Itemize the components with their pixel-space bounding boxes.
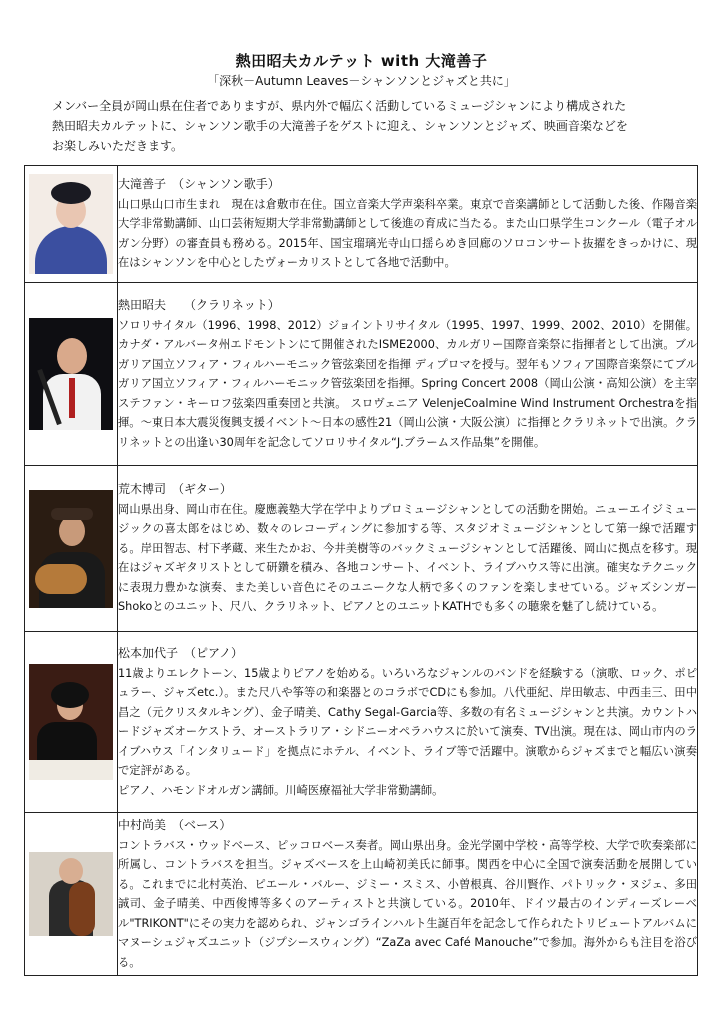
- member-name: 松本加代子 （ピアノ）: [118, 646, 244, 660]
- member-info: [118, 632, 698, 813]
- member-info: [118, 283, 698, 466]
- member-row: [25, 466, 698, 632]
- page-subtitle: 「深秋－Autumn Leaves－シャンソンとジャズと共に」: [207, 74, 516, 88]
- photo-cell: [25, 813, 118, 976]
- photo-cell: [25, 632, 118, 813]
- guitarist-photo: [29, 490, 113, 608]
- page-title: 熱田昭夫カルテット with 大滝善子: [235, 52, 488, 70]
- photo-cell: [25, 283, 118, 466]
- intro-text: [52, 96, 682, 156]
- intro-line: 熱田昭夫カルテットに、シャンソン歌手の大滝善子をゲストに迎え、シャンソンとジャズ、映画音楽などを: [52, 119, 628, 133]
- clarinetist-photo: [29, 318, 113, 430]
- member-bio: コントラバス・ウッドベース、ピッコロベース奏者。岡山県出身。金光学園中学校・高等学校、大学で吹奏楽部に所属し、コントラバスを担当。ジャズベースを上山崎初美氏に師事。関西を中心に全国で演奏活動を展開している。これまでに北村英治、ピエール・バルー、ジミー・スミス、小曽根真、谷川賢作、パトリック・ヌジェ、多田誠司、金子晴美、中西俊博等多くのアーティストと共演している。2010年、ドイツ最古のインディーズレーベル"TRIKONT"にその実力を認められ、ジャンゴラインハルト生誕百年を記念して作られたトリビュートアルバムにマヌーシュジャズユニット（ジプシースウィング）“ZaZa avec Café Manouche”で参加。海外からも注目を浴びる。: [118, 838, 697, 969]
- photo-cell: [25, 166, 118, 283]
- member-name: 大滝善子 （シャンソン歌手）: [118, 177, 280, 192]
- member-bio: 岡山県出身、岡山市在住。慶應義塾大学在学中よりプロミュージシャンとしての活動を開始。ニューエイジミュージックの喜太郎をはじめ、数々のレコーディングに参加する等、スタジオミュージシャンとして第一線で活躍する。岸田智志、村下孝蔵、来生たかお、今井美樹等のバックミュージシャンとして活躍後、岡山に拠点を移す。現在はジャズギタリストとして研鑽を積み、各地コンサート、イベント、ライブハウス等に出演。確実なテクニックに表現力豊かな演奏、また美しい音色にそのユニークな人柄で多くのファンを楽しませている。ジャズシンガーShokoとのユニット、尺八、クラリネット、ピアノとのユニットKATHでも多くの聴衆を魅了し続けている。: [118, 502, 697, 614]
- member-row: [25, 632, 698, 813]
- member-row: [25, 813, 698, 976]
- member-row: [25, 166, 698, 283]
- member-info: [118, 166, 698, 283]
- member-name: 荒木博司 （ギター）: [118, 482, 232, 497]
- photo-cell: [25, 466, 118, 632]
- member-table: [24, 165, 698, 976]
- member-name: 熱田昭夫 （クラリネット）: [118, 298, 280, 312]
- intro-line: メンバー全員が岡山県在住者でありますが、県内外で幅広く活動しているミュージシャンにより構成された: [52, 99, 627, 113]
- pianist-photo: [29, 664, 113, 780]
- singer-photo: [29, 174, 113, 274]
- member-row: [25, 283, 698, 466]
- intro-line: お楽しみいただきます。: [52, 139, 184, 153]
- member-bio: 11歳よりエレクトーン、15歳よりピアノを始める。いろいろなジャンルのバンドを経験する（演歌、ロック、ポピュラー、ジャズetc.）。また尺八や筝等の和楽器とのコラボでCDにも参加。八代亜紀、岸田敏志、中西圭三、田中昌之（元クリスタルキング）、金子晴美、Cathy Segal-Garcia等、多数の有名ミュージシャンと共演。カウントハードジャズオーケストラ、オーストラリア・シドニーオペラハウスに於いて演奏、TV出演。現在は、岡山市内のライブハウス「インタリュード」を拠点にホテル、イベント、ライブ等で活躍中。演歌からジャズまでと幅広い演奏で定評がある。 ピアノ、ハモンドオルガン講師。川崎医療福祉大学非常勤講師。: [118, 666, 697, 797]
- member-name: 中村尚美 （ベース）: [118, 818, 232, 832]
- bassist-photo: [29, 852, 113, 936]
- member-bio: 山口県山口市生まれ 現在は倉敷市在住。国立音楽大学声楽科卒業。東京で音楽講師として活動した後、作陽音楽大学非常勤講師、山口芸術短期大学非常勤講師として後進の育成に当たる。また山口県学生コンクール（電子オルガン分野）の審査員も務める。2015年、国宝瑠璃光寺山口揺らめき回廊のソロコンサート抜擢をきっかけに、現在はシャンソンを中心としたヴォーカリストとして各地で活動中。: [118, 197, 697, 270]
- member-info: [118, 466, 698, 632]
- member-bio: ソロリサイタル（1996、1998、2012）ジョイントリサイタル（1995、1997、1999、2002、2010）を開催。カナダ・アルバータ州エドモントンにて開催されたISME2000、カルガリー国際音楽祭に指揮者として出演。ブルガリア国立ソフィア・フィルハーモニック管弦楽団を指揮 ディプロマを授与。翌年もソフィア国際音楽祭にてブルガリア国立ソフィア・フィルハーモニック管弦楽団を指揮。Spring Concert 2008（岡山公演・高知公演）を主宰 ステファン・キーロフ弦楽四重奏団と共演。 スロヴェニア VelenjeCoalmine Wind Instrument Orchestraを指揮。～東日本大震災復興支援イベント～日本の感性21（岡山公演・大阪公演）に指揮とクラリネットで出演。クラリネットとの出逢い30周年を記念してソロリサイタル“J.ブラームス作品集”を開催。: [118, 318, 697, 449]
- member-info: [118, 813, 698, 976]
